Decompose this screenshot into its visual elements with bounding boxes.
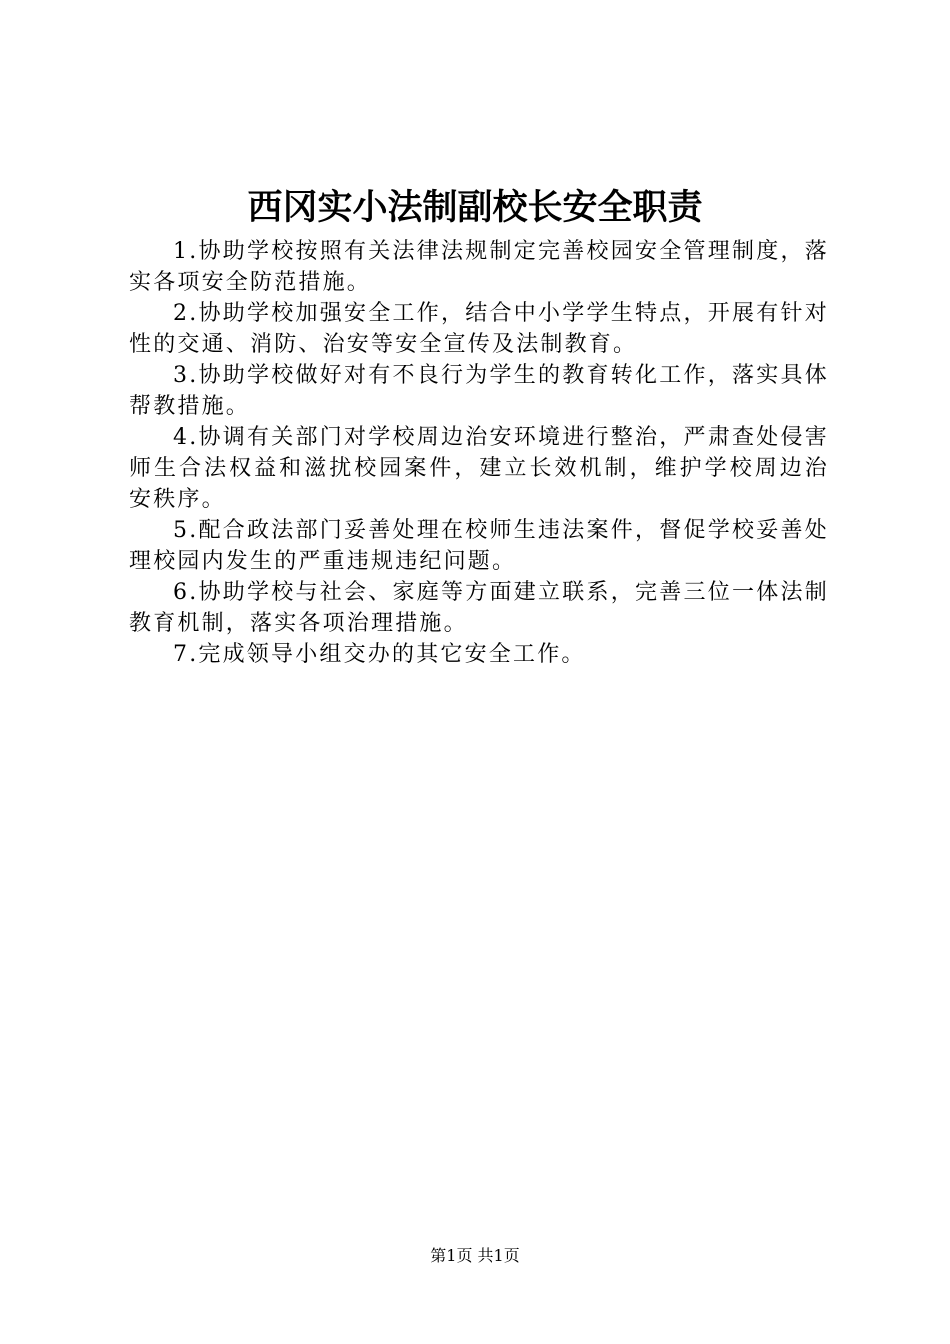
- page-number-footer: 第1页 共1页: [430, 1246, 520, 1265]
- document-title: 西冈实小法制副校长安全职责: [247, 187, 703, 228]
- duty-item-2: 2.协助学校加强安全工作，结合中小学学生特点，开展有针对性的交通、消防、治安等安全宣传及法制教育。: [129, 301, 829, 357]
- duty-item-3: 3.协助学校做好对有不良行为学生的教育转化工作，落实具体帮教措施。: [129, 363, 829, 419]
- duty-item-1: 1.协助学校按照有关法律法规制定完善校园安全管理制度，落实各项安全防范措施。: [129, 239, 829, 295]
- duty-item-7: 7.完成领导小组交办的其它安全工作。: [173, 642, 586, 667]
- duty-item-5: 5.配合政法部门妥善处理在校师生违法案件，督促学校妥善处理校园内发生的严重违规违纪问题。: [129, 518, 829, 574]
- duty-item-4: 4.协调有关部门对学校周边治安环境进行整治，严肃查处侵害师生合法权益和滋扰校园案件，建立长效机制，维护学校周边治安秩序。: [129, 425, 829, 512]
- duty-item-6: 6.协助学校与社会、家庭等方面建立联系，完善三位一体法制教育机制，落实各项治理措施。: [129, 580, 829, 636]
- document-body: [129, 236, 829, 670]
